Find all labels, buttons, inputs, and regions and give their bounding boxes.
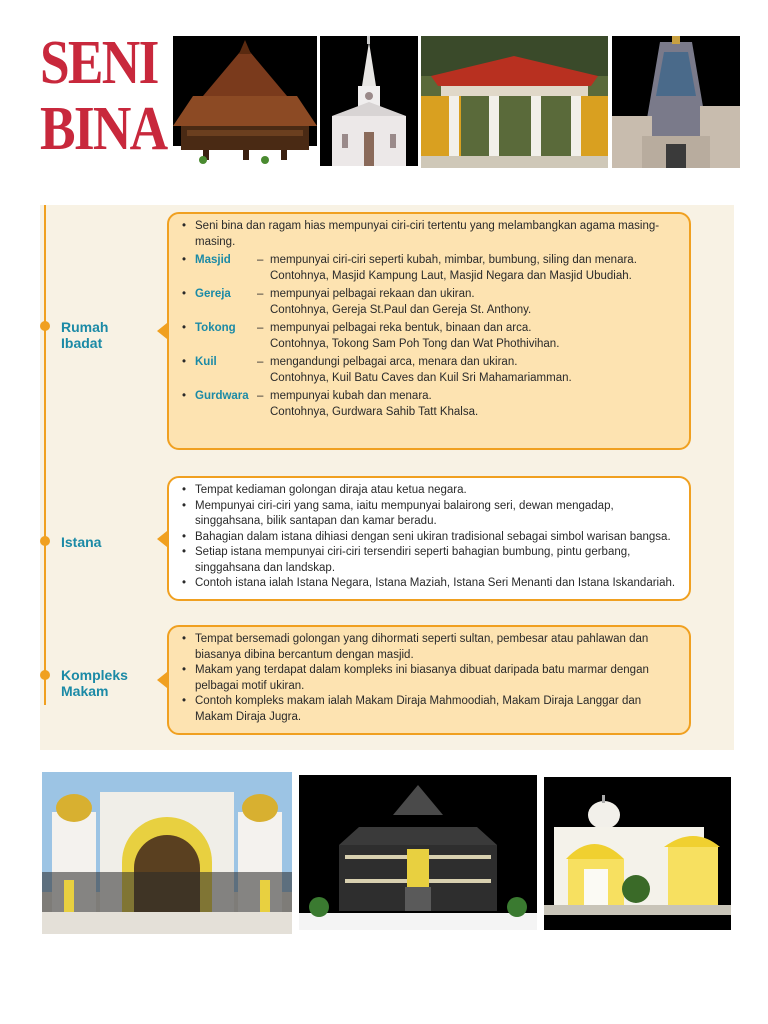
pointer-arrow-rumah-ibadat	[157, 323, 167, 339]
timeline-dot-istana	[40, 536, 50, 546]
istana-maziah-photo	[299, 775, 537, 930]
makam-point: • Makam yang terdapat dalam kompleks ini biasanya dibuat daripada batu marmar dengan pelbagai motif ukiran.	[181, 663, 677, 694]
category-kompleks-makam	[61, 667, 128, 699]
item-example: Contohnya, Gurdwara Sahib Tatt Khalsa.	[270, 405, 479, 418]
dash: –	[257, 390, 264, 402]
list-item-gereja	[181, 287, 677, 318]
item-description: mempunyai pelbagai rekaan dan ukiran.	[270, 288, 475, 300]
istana-box	[167, 476, 691, 601]
dash: –	[257, 288, 264, 300]
item-name: • Kuil	[195, 356, 217, 368]
makam-diraja-photo	[544, 777, 731, 930]
hindu-temple-photo	[612, 36, 740, 168]
makam-point: • Contoh kompleks makam ialah Makam Diraja Mahmoodiah, Makam Diraja Langgar dan Makam Diraja Jugra.	[181, 694, 677, 725]
item-example: Contohnya, Gereja St.Paul dan Gereja St. Anthony.	[270, 303, 532, 316]
title-line-2: BINA	[40, 95, 167, 163]
istana-point: • Tempat kediaman golongan diraja atau ketua negara.	[181, 483, 677, 499]
timeline-dot-kompleks-makam	[40, 670, 50, 680]
category-kompleks-makam-line-1: Kompleks	[61, 667, 128, 683]
pointer-arrow-istana	[157, 531, 167, 547]
wooden-mosque-photo	[173, 36, 317, 166]
item-description: mempunyai ciri-ciri seperti kubah, mimbar, bumbung, siling dan menara.	[270, 254, 637, 266]
dash: –	[257, 322, 264, 334]
rumah-ibadat-box	[167, 212, 691, 450]
item-name: • Masjid	[195, 254, 231, 266]
item-example: Contohnya, Masjid Kampung Laut, Masjid Negara dan Masjid Ubudiah.	[270, 269, 632, 282]
istana-negara-photo	[42, 772, 292, 934]
list-item-tokong	[181, 321, 677, 352]
category-rumah-ibadat-line-1: Rumah	[61, 319, 109, 335]
istana-point: • Setiap istana mempunyai ciri-ciri tersendiri seperti bahagian bumbung, pintu gerbang, singgahsana dan landskap.	[181, 545, 677, 576]
title-line-1: SENI	[40, 29, 158, 97]
istana-point: • Contoh istana ialah Istana Negara, Istana Maziah, Istana Seri Menanti dan Istana Iskandariah.	[181, 576, 677, 592]
timeline-line	[44, 205, 46, 705]
list-item-kuil	[181, 355, 677, 386]
category-kompleks-makam-line-2: Makam	[61, 683, 109, 699]
item-example: Contohnya, Kuil Batu Caves dan Kuil Sri Mahamariamman.	[270, 371, 572, 384]
item-description: mempunyai kubah dan menara.	[270, 390, 432, 402]
istana-point: • Mempunyai ciri-ciri yang sama, iaitu mempunyai balairong seri, dewan mengadap, singgahsana, bilik santapan dan kamar beradu.	[181, 499, 677, 530]
dash: –	[257, 356, 264, 368]
item-example: Contohnya, Tokong Sam Poh Tong dan Wat Phothivihan.	[270, 337, 560, 350]
dash: –	[257, 254, 264, 266]
list-item-masjid	[181, 253, 677, 284]
kompleks-makam-box	[167, 625, 691, 735]
list-item-gurdwara	[181, 389, 677, 420]
chinese-temple-gate-photo	[421, 36, 608, 168]
rumah-ibadat-intro: • Seni bina dan ragam hias mempunyai ciri-ciri tertentu yang melambangkan agama masing-masing.	[181, 219, 677, 250]
item-name: • Gereja	[195, 288, 231, 300]
page-title	[40, 29, 167, 164]
category-rumah-ibadat	[61, 319, 108, 351]
timeline-dot-rumah-ibadat	[40, 321, 50, 331]
item-name: • Tokong	[195, 322, 236, 334]
item-description: mempunyai pelbagai reka bentuk, binaan dan arca.	[270, 322, 532, 334]
pointer-arrow-kompleks-makam	[157, 672, 167, 688]
item-name: • Gurdwara	[195, 390, 249, 402]
makam-point: • Tempat bersemadi golongan yang dihormati seperti sultan, pembesar atau pahlawan dan biasanya dibina bercantum dengan masjid.	[181, 632, 677, 663]
category-istana: Istana	[61, 534, 102, 550]
church-photo	[320, 36, 418, 166]
istana-point: • Bahagian dalam istana dihiasi dengan seni ukiran tradisional sebagai simbol warisan bangsa.	[181, 530, 677, 546]
category-rumah-ibadat-line-2: Ibadat	[61, 335, 103, 351]
item-description: mengandungi pelbagai arca, menara dan ukiran.	[270, 356, 518, 368]
